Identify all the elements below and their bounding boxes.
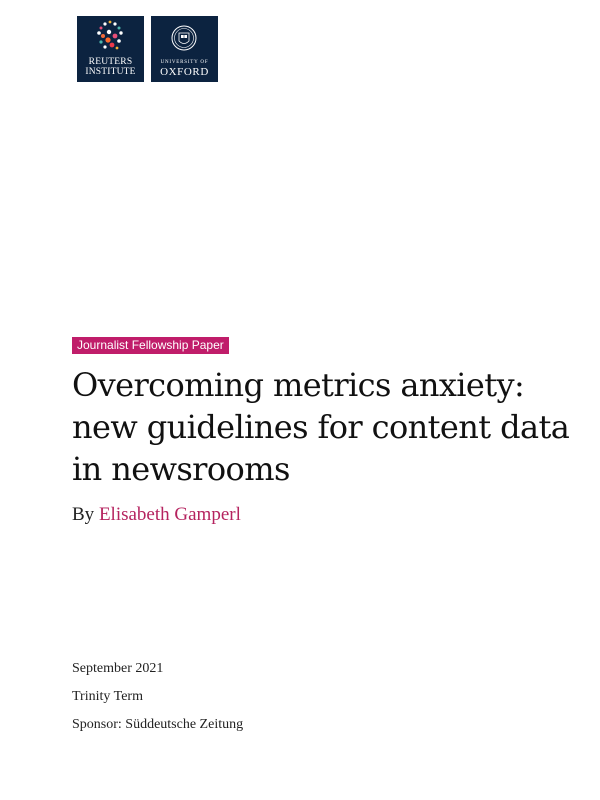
term: Trinity Term: [72, 689, 143, 704]
oxford-university-logo: [151, 16, 218, 82]
reuters-institute-logo: [77, 16, 144, 82]
paper-title: Overcoming metrics anxiety: new guidelines for content data in newsrooms: [72, 366, 570, 488]
paper-type-badge: Journalist Fellowship Paper: [72, 337, 229, 354]
sponsor: Sponsor: Süddeutsche Zeitung: [72, 717, 244, 732]
author-name: Elisabeth Gamperl: [98, 504, 241, 525]
oxford-crest-icon: [171, 22, 197, 54]
byline: [72, 504, 241, 526]
reuters-dots-icon: [77, 16, 144, 56]
publication-date: September 2021: [72, 661, 164, 676]
oxford-logo-line1: UNIVERSITY OF: [160, 60, 209, 65]
byline-prefix: By: [72, 504, 95, 525]
reuters-logo-line1: REUTERS: [88, 57, 133, 67]
oxford-logo-line2: OXFORD: [160, 66, 209, 78]
reuters-logo-line2: INSTITUTE: [85, 67, 136, 77]
logo-group: [77, 16, 218, 82]
